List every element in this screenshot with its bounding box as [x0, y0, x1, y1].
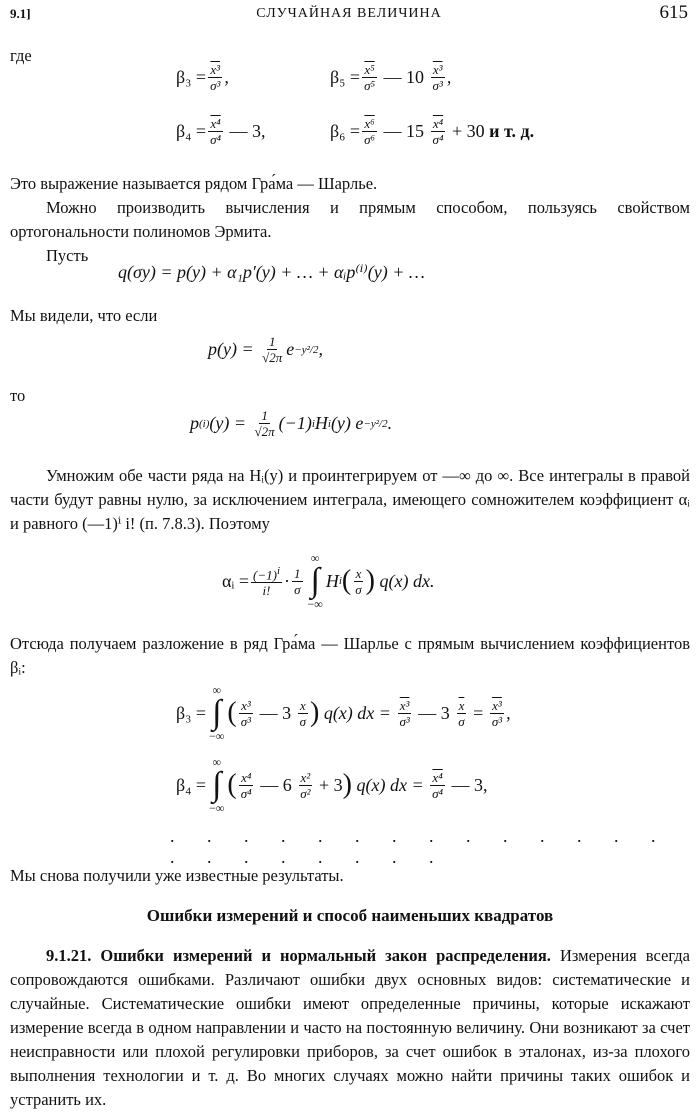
page-number: 615 [659, 2, 688, 23]
word-let: Пусть [46, 246, 89, 265]
word-gde: где [10, 46, 32, 65]
formula-beta4-direct: β₄ = ∞ ∫ −∞ ( $\frac{\text{x⁴}}{\text{σ⁴}}$ — 6 $\frac{\text{x²}}{\text{σ²}}$ + 3 ) q(x) dx = $\frac{\text{x⁴}}{\text{σ⁴}}$ — 3, [176, 755, 488, 815]
alpha-dx: q(x) dx. [379, 570, 435, 591]
paragraph-multiply: Умножим обе части ряда на Hᵢ(y) и проинтегрируем от —∞ до ∞. Все интегралы в правой части будут равны нулю, за исключением интеграла, имеющего сомножителем коэффициент αᵢ и равного (—1)ⁱ i! (п. 7.8.3). Поэтому [10, 466, 690, 533]
paragraph-hence: Отсюда получаем разложение в ряд Гра́ма — Шарлье с прямым вычислением коэффициентов βᵢ: [10, 634, 690, 677]
formula-series: q(σy) = p(y) + α₁p′(y) + … + αᵢp⁽ⁱ⁾(y) + … [118, 262, 425, 282]
subsection-label: 9.1.21. Ошибки измерений и нормальный закон распределения. [46, 946, 551, 965]
beta6-label: β₆ = [330, 121, 361, 141]
formula-beta6: β₆ = $\frac{\text{x⁶}}{\text{σ⁶}}$ — 15 $\frac{\text{x⁴}}{\text{σ⁴}}$ + 30 и т. д. [330, 116, 535, 147]
formula-p: p(y) = $\frac{1}{√2\pi}$ e −y²/2 , [208, 334, 323, 365]
beta5-label: β₅ = [330, 67, 361, 87]
running-title: СЛУЧАЙНАЯ ВЕЛИЧИНА [256, 6, 442, 21]
formula-p-derivative: p (i) (y) = $\frac{1}{√2\pi}$ (−1) i H i (y) e −y²/2 . [190, 408, 393, 439]
section-title: Ошибки измерений и способ наименьших квадратов [146, 906, 554, 925]
paragraph-direct-method: Можно производить вычисления и прямым способом, пользуясь свойством ортогональности полиномов Эрмита. [10, 198, 690, 241]
paragraph-again: Мы снова получили уже известные результаты. [10, 866, 344, 885]
subsection-paragraph [10, 944, 690, 1112]
formula-beta5: β₅ = $\frac{\text{x⁵}}{\text{σ⁵}}$ — 10 $\frac{\text{x³}}{\text{σ³}}$ , [330, 62, 452, 93]
word-then: то [10, 386, 26, 405]
beta3-label: β₃ = [176, 67, 207, 87]
ellipsis-row: . . . . . . . . . . . . . . . . . . . . . . [170, 826, 670, 867]
subsection-body: Измерения всегда сопровождаются ошибками. Различают ошибки двух основных видов: систематические и случайные. Систематические ошибки имеют определенные причины, которые искажают измерение всегда в одном направлении и часто на постоянную величину. Они возникают за счет неисправности или плохой регулировки приборов, за счет ошибок в эталонах, из-за плохого выполнения технологии и т. д. Во многих случаях можно найти причины таких ошибок и устранить их. [10, 946, 690, 1109]
formula-alpha: αᵢ = $\frac{(-1)^i}{i!}$ · $\frac{1}{\sigma}$ ∞ ∫ −∞ H i ( $\frac{x}{\sigma}$ ) q(x) dx. [222, 551, 435, 611]
formula-beta4: β₄ = $\frac{\text{x⁴}}{\text{σ⁴}}$ — 3, [176, 116, 266, 147]
section-ref: 9.1] [10, 6, 31, 21]
beta4-label: β₄ = [176, 121, 207, 141]
formula-beta3: β₃ = $\frac{\text{x³}}{\text{σ³}}$ , [176, 62, 229, 93]
paragraph-series-name: Это выражение называется рядом Гра́ма — Шарлье. [10, 174, 378, 193]
alpha-label: αᵢ = [222, 570, 250, 591]
formula-beta3-direct: β₃ = ∞ ∫ −∞ ( $\frac{\text{x³}}{\text{σ³}}$ — 3 $\frac{x}{\sigma}$ ) q(x) dx = $\frac{\text{x³}}{\text{σ³}}$ — 3 $\frac{\overline{x}}{\sigma}$ = $\frac{\text{x³}}{\text{σ³}}$ , [176, 683, 511, 743]
paragraph-we-saw: Мы видели, что если [10, 306, 158, 325]
running-head [10, 4, 688, 26]
etc: и т. д. [489, 121, 535, 141]
